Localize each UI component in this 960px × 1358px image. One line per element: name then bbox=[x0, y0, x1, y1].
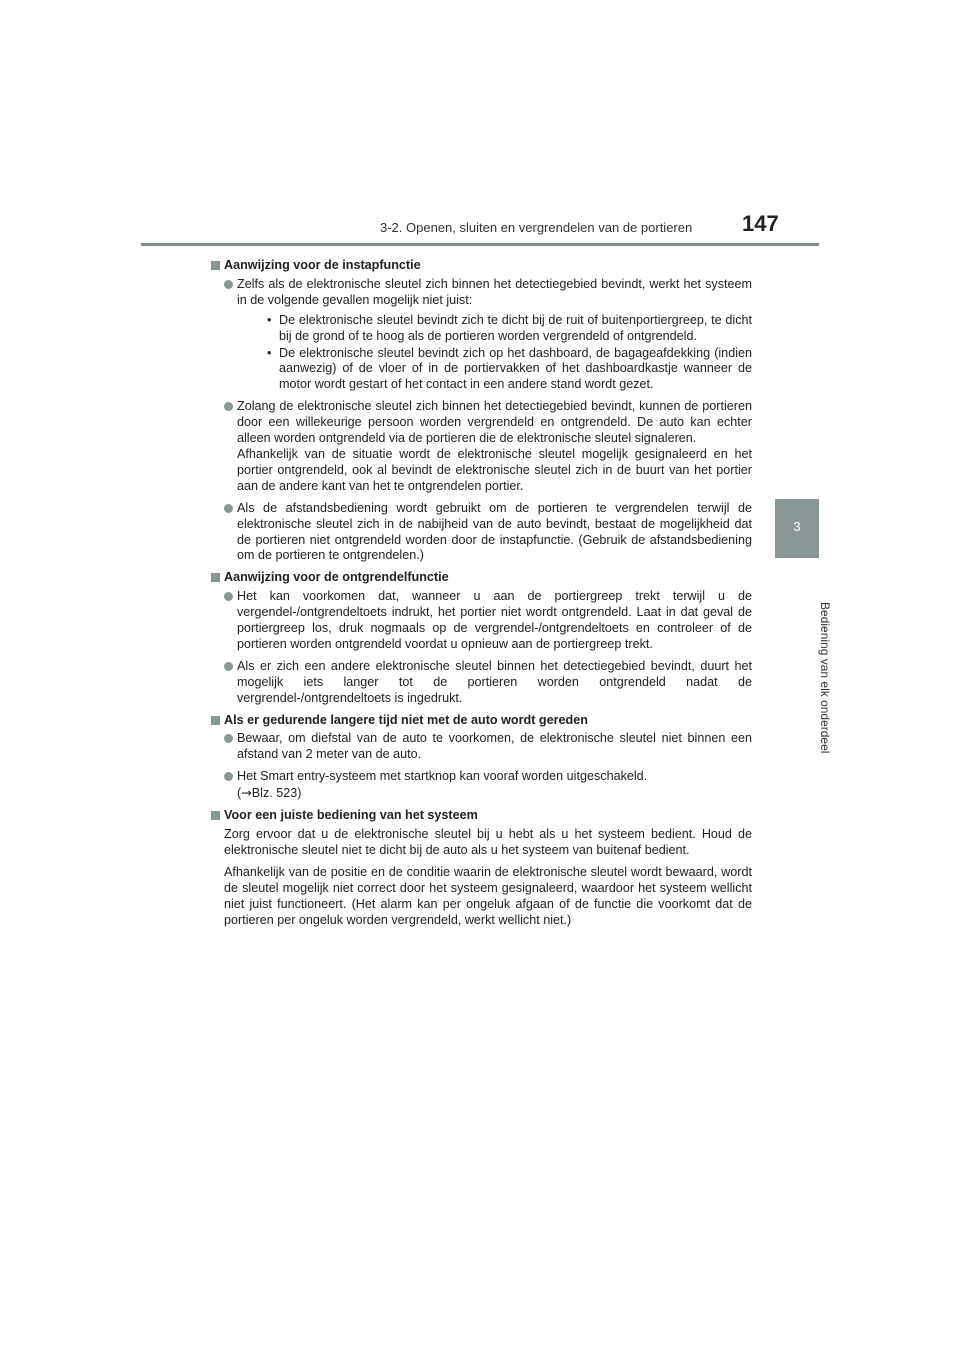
circle-bullet-icon bbox=[224, 504, 233, 513]
sub-list-item: • De elektronische sleutel bevindt zich op het dashboard, de bagageafdekking (indien aanwezig) of de vloer of in de portiervakken of het dashboardkastje wanneer de motor wordt gestart of het contact in een andere stand wordt gezet. bbox=[267, 345, 752, 392]
circle-bullet-icon bbox=[224, 402, 233, 411]
paragraph: Afhankelijk van de positie en de conditie waarin de elektronische sleutel wordt bewaard, wordt de sleutel mogelijk niet correct door het systeem gesignaleerd, waardoor het systeem wellicht niet juist functioneert. (Het alarm kan per ongeluk afgaan of de functie die voorkomt dat de portieren per ongeluk worden vergrendeld, werkt wellicht niet.) bbox=[224, 864, 752, 927]
section-title: 3-2. Openen, sluiten en vergrendelen van de portieren bbox=[380, 220, 693, 235]
chapter-tab bbox=[775, 499, 819, 558]
paragraph: Zorg ervoor dat u de elektronische sleutel bij u hebt als u het systeem bedient. Houd de elektronische sleutel niet te dicht bij de auto als u het systeem van buitenaf bedient. bbox=[224, 827, 752, 857]
circle-bullet-icon bbox=[224, 662, 233, 671]
chapter-label: Bediening van elk onderdeel bbox=[818, 602, 832, 754]
arrow-right-icon: → bbox=[241, 785, 252, 801]
page-reference[interactable]: (→Blz. 523) bbox=[237, 785, 302, 801]
sub-list-item: • De elektronische sleutel bevindt zich te dicht bij de ruit of buitenportiergreep, te dicht bij de grond of te hoog als de portieren worden vergrendeld of ontgrendeld. bbox=[267, 312, 752, 343]
list-item: Bewaar, om diefstal van de auto te voorkomen, de elektronische sleutel niet binnen een afstand van 2 meter van de auto. bbox=[211, 731, 752, 763]
section-heading: Aanwijzing voor de ontgrendelfunctie bbox=[211, 570, 752, 586]
page-content bbox=[211, 252, 752, 934]
header-rule bbox=[141, 243, 819, 246]
square-bullet-icon bbox=[211, 811, 220, 820]
list-item: Als de afstandsbediening wordt gebruikt om de portieren te vergrendelen terwijl de elektronische sleutel zich in de nabijheid van de auto bevindt, bestaat de mogelijkheid dat de portieren niet ontgrendeld worden door de instapfunctie. (Gebruik de afstandsbediening om de portieren te ontgrendelen.) bbox=[211, 501, 752, 565]
section-heading: Voor een juiste bediening van het systeem bbox=[211, 808, 752, 824]
sub-list bbox=[237, 313, 752, 394]
circle-bullet-icon bbox=[224, 772, 233, 781]
list-item: Als er zich een andere elektronische sleutel binnen het detectiegebied bevindt, duurt het mogelijk iets langer tot de portieren worden ontgrendeld nadat de vergrendel-/ontgrendeltoets is ingedrukt. bbox=[211, 659, 752, 707]
page-number: 147 bbox=[742, 211, 779, 236]
list-item: Het Smart entry-systeem met startknop kan vooraf worden uitgeschakeld. (→Blz. 523) bbox=[211, 769, 752, 802]
list-item: Zelfs als de elektronische sleutel zich binnen het detectiegebied bevindt, werkt het systeem in de volgende gevallen mogelijk niet juist: • De elektronische sleutel bevindt zich te dicht bij de ruit of buitenportiergreep, te dicht bij de grond of te hoog als de portieren worden vergrendeld of ontgrendeld. • De elektronische sleutel bevindt zich op het dashboard, de bagageafdekking (indien aanwezig) of de vloer of in de portiervakken of het dashboardkastje wanneer de motor wordt gestart of het contact in een andere stand wordt gezet. bbox=[211, 277, 752, 393]
square-bullet-icon bbox=[211, 716, 220, 725]
chapter-number: 3 bbox=[793, 519, 801, 534]
section-heading: Als er gedurende langere tijd niet met de auto wordt gereden bbox=[211, 713, 752, 729]
small-bullet-icon: • bbox=[267, 312, 272, 327]
square-bullet-icon bbox=[211, 261, 220, 270]
circle-bullet-icon bbox=[224, 280, 233, 289]
list-item: Het kan voorkomen dat, wanneer u aan de portiergreep trekt terwijl u de vergendel-/ontgrendeltoets indrukt, het portier niet wordt ontgrendeld. Laat in dat geval de portiergreep los, druk nogmaals op de vergrendel-/ontgrendeltoets en controleer of de portieren worden ontgrendeld voordat u opnieuw aan de portiergreep trekt. bbox=[211, 589, 752, 653]
list-item: Zolang de elektronische sleutel zich binnen het detectiegebied bevindt, kunnen de portieren door een willekeurige persoon worden vergrendeld en ontgrendeld. De auto kan echter alleen worden ontgrendeld via de portieren die de elektronische sleutel signaleren. Afhankelijk van de situatie wordt de elektronische sleutel mogelijk gesignaleerd en het portier ontgrendeld, ook al bevindt de elektronische sleutel zich in de buurt van het portier aan de andere kant van het te ontgrendelen portier. bbox=[211, 399, 752, 494]
square-bullet-icon bbox=[211, 573, 220, 582]
small-bullet-icon: • bbox=[267, 345, 272, 360]
section-heading: Aanwijzing voor de instapfunctie bbox=[211, 258, 752, 274]
circle-bullet-icon bbox=[224, 592, 233, 601]
circle-bullet-icon bbox=[224, 734, 233, 743]
